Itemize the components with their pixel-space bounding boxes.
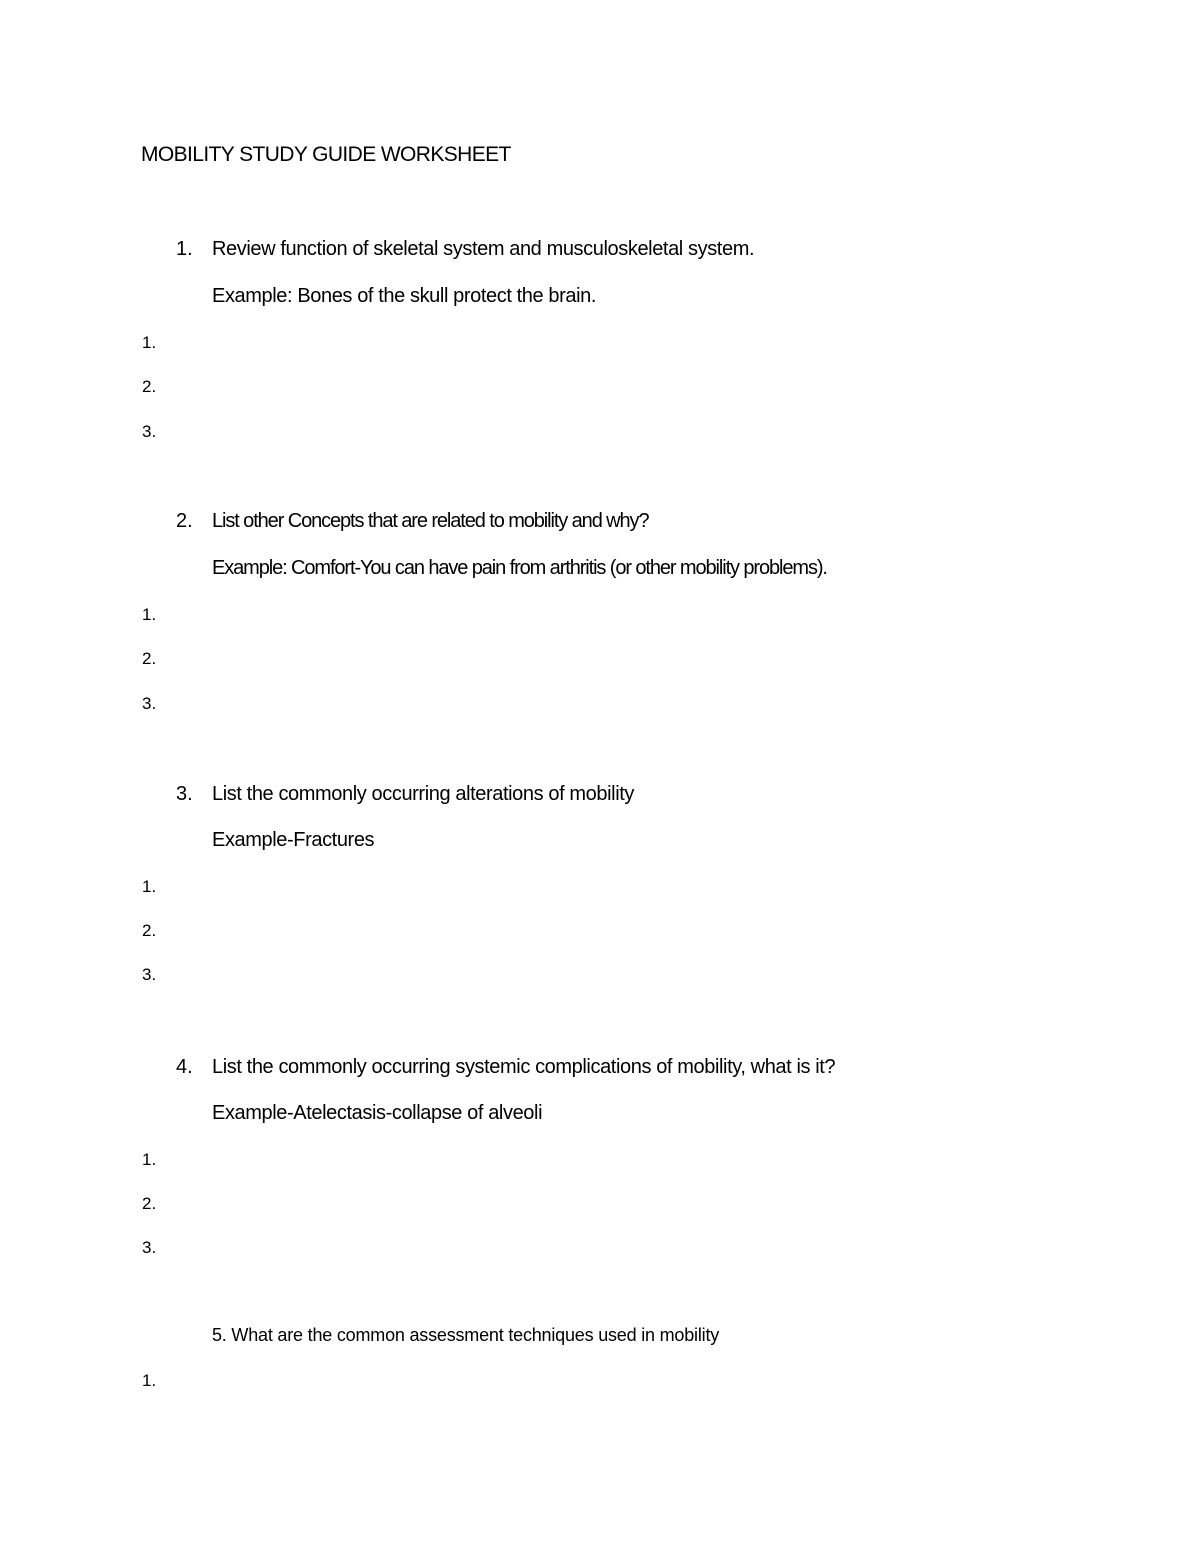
answer-line-number: 2. <box>142 921 157 940</box>
answer-line-number: 3. <box>142 694 157 713</box>
question-example: Example: Comfort-You can have pain from arthritis (or other mobility problems). <box>212 557 827 579</box>
answer-line-number: 1. <box>142 333 157 352</box>
answer-line-number: 2. <box>142 649 157 668</box>
document-title: MOBILITY STUDY GUIDE WORKSHEET <box>141 143 511 166</box>
question-prompt: 5. What are the common assessment techniques used in mobility <box>212 1325 720 1345</box>
question-number: 1. <box>176 238 193 260</box>
answer-line-number: 1. <box>142 1371 157 1390</box>
question-example: Example-Fractures <box>212 829 375 851</box>
answer-line-number: 3. <box>142 1238 157 1257</box>
question-number: 4. <box>176 1056 193 1078</box>
answer-line-number: 3. <box>142 965 157 984</box>
question-example: Example-Atelectasis-collapse of alveoli <box>212 1102 543 1124</box>
answer-line-number: 2. <box>142 1194 157 1213</box>
question-number: 3. <box>176 783 193 805</box>
question-prompt: List other Concepts that are related to mobility and why? <box>212 510 649 532</box>
answer-line-number: 2. <box>142 377 157 396</box>
answer-line-number: 1. <box>142 877 157 896</box>
question-prompt: List the commonly occurring alterations of mobility <box>212 783 635 805</box>
question-number: 2. <box>176 510 193 532</box>
answer-line-number: 1. <box>142 1150 157 1169</box>
answer-line-number: 1. <box>142 605 157 624</box>
answer-line-number: 3. <box>142 422 157 441</box>
question-prompt: List the commonly occurring systemic complications of mobility, what is it? <box>212 1056 836 1078</box>
question-example: Example: Bones of the skull protect the brain. <box>212 285 597 307</box>
question-prompt: Review function of skeletal system and musculoskeletal system. <box>212 238 755 260</box>
